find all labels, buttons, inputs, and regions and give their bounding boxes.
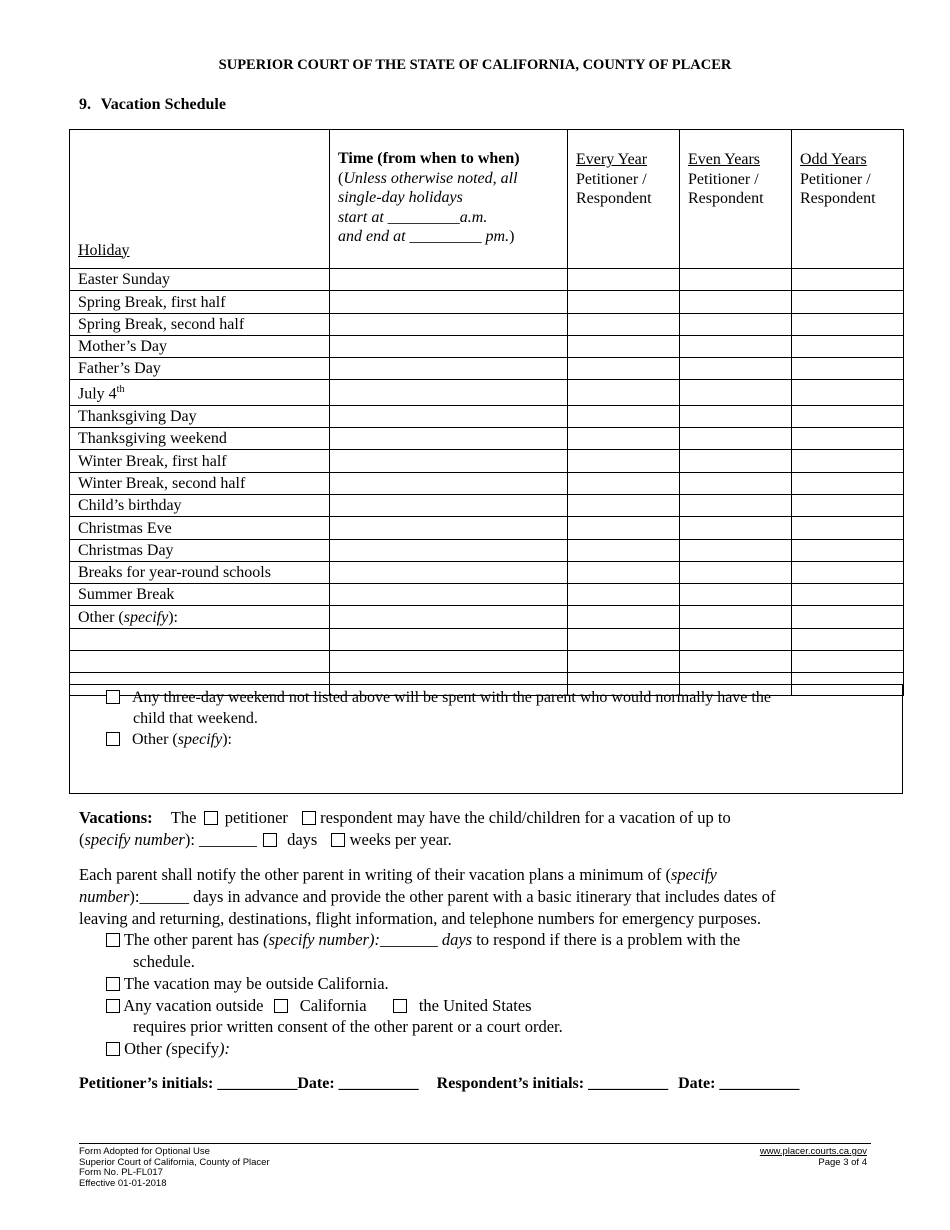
holiday-cell: Summer Break <box>70 584 330 606</box>
every-year-cell[interactable] <box>568 606 680 628</box>
holiday-header-label: Holiday <box>78 241 130 259</box>
every-year-cell[interactable] <box>568 517 680 539</box>
outside-ca-choice-checkbox[interactable] <box>274 999 288 1013</box>
july-superscript: th <box>116 384 125 396</box>
holiday-cell: Thanksgiving weekend <box>70 428 330 450</box>
vacation-days-label: days <box>287 830 318 849</box>
every-year-title: Every Year <box>576 151 648 168</box>
odd-years-cell[interactable] <box>792 269 904 291</box>
respondent-date-field[interactable]: Date: __________ <box>678 1075 800 1092</box>
holiday-cell: Child’s birthday <box>70 495 330 517</box>
time-cell[interactable] <box>330 584 568 606</box>
holiday-cell: Spring Break, second half <box>70 313 330 335</box>
odd-years-line3: Respondent <box>800 190 876 207</box>
vacation-outside-line2: requires prior written consent of the other parent or a court order. <box>133 1017 563 1036</box>
notify-line2: number):______ days in advance and provide the other parent with a basic itinerary that includes dates of <box>79 887 776 906</box>
footer-form-number: Form No. PL-FL017 <box>79 1167 163 1178</box>
footer-form-info <box>79 1147 270 1189</box>
court-title: SUPERIOR COURT OF THE STATE OF CALIFORNIA, COUNTY OF PLACER <box>218 57 732 73</box>
petitioner-initials-field[interactable]: Petitioner’s initials: __________ <box>79 1075 298 1092</box>
vacation-weeks-label: weeks per year. <box>349 830 452 849</box>
even-years-cell[interactable] <box>680 428 792 450</box>
holiday-cell: Mother’s Day <box>70 335 330 357</box>
even-years-cell[interactable] <box>680 606 792 628</box>
table-row <box>70 380 904 405</box>
even-years-cell[interactable] <box>680 517 792 539</box>
time-cell[interactable] <box>330 651 568 673</box>
even-years-cell[interactable] <box>680 313 792 335</box>
time-header-start: start at _________a.m. <box>338 208 488 226</box>
outside-california-option <box>106 974 389 994</box>
vacation-outside-option <box>106 996 532 1016</box>
outside-california-label: The vacation may be outside California. <box>123 974 389 993</box>
table-row <box>70 269 904 291</box>
odd-years-cell[interactable] <box>792 651 904 673</box>
every-year-cell[interactable] <box>568 651 680 673</box>
table-row <box>70 495 904 517</box>
section-title-text: Vacation Schedule <box>100 96 226 113</box>
vacation-outside-label: Any vacation outside <box>123 996 264 1015</box>
odd-years-cell[interactable] <box>792 405 904 427</box>
even-years-cell[interactable] <box>680 291 792 313</box>
odd-years-cell[interactable] <box>792 495 904 517</box>
vacation-respondent-label: respondent may have the child/children for a vacation of up to <box>320 808 731 827</box>
notify-line3: leaving and returning, destinations, flight information, and telephone numbers for emergency purposes. <box>79 909 761 928</box>
every-year-cell[interactable] <box>568 428 680 450</box>
footer-adopted: Form Adopted for Optional Use <box>79 1146 210 1157</box>
even-years-cell[interactable] <box>680 450 792 472</box>
every-year-cell[interactable] <box>568 539 680 561</box>
time-cell[interactable] <box>330 472 568 494</box>
respond-option: The other parent has (specify number):_______ days to respond if there is a problem with the <box>106 930 740 950</box>
table-row <box>70 651 904 673</box>
every-year-cell[interactable] <box>568 358 680 380</box>
vacation-number-blank[interactable]: ): _______ <box>184 830 257 849</box>
odd-years-cell[interactable] <box>792 628 904 650</box>
every-year-cell[interactable] <box>568 628 680 650</box>
even-years-cell[interactable] <box>680 584 792 606</box>
holiday-cell: Father’s Day <box>70 358 330 380</box>
holiday-cell: Christmas Eve <box>70 517 330 539</box>
odd-years-cell[interactable] <box>792 291 904 313</box>
every-year-line2: Petitioner / <box>576 170 647 188</box>
odd-years-title: Odd Years <box>800 151 867 168</box>
petitioner-date-field[interactable]: Date: __________ <box>297 1075 419 1092</box>
respond-option-line2: schedule. <box>133 952 195 971</box>
footer-court: Superior Court of California, County of Placer <box>79 1156 270 1168</box>
time-cell[interactable] <box>330 335 568 357</box>
section-title <box>79 96 226 114</box>
holiday-cell: Winter Break, first half <box>70 450 330 472</box>
vacation-other-label: Other <box>124 1039 162 1058</box>
table-row <box>70 472 904 494</box>
every-year-cell[interactable] <box>568 313 680 335</box>
holiday-cell[interactable] <box>70 628 330 650</box>
time-cell[interactable] <box>330 269 568 291</box>
odd-years-cell[interactable] <box>792 561 904 583</box>
time-header-note: (Unless otherwise noted, all single-day holidays <box>338 169 518 206</box>
vacations-label: Vacations: <box>79 808 153 827</box>
time-cell[interactable] <box>330 291 568 313</box>
table-row <box>70 539 904 561</box>
time-cell[interactable] <box>330 628 568 650</box>
time-cell[interactable] <box>330 313 568 335</box>
time-header-end: and end at _________ pm.) <box>338 228 515 245</box>
section-number: 9. <box>79 96 91 113</box>
holiday-cell: Winter Break, second half <box>70 472 330 494</box>
respond-label: The other parent has <box>123 930 259 949</box>
even-years-cell[interactable] <box>680 358 792 380</box>
odd-years-column-header <box>792 130 904 269</box>
page-number: Page 3 of 4 <box>818 1156 867 1168</box>
respond-checkbox[interactable] <box>106 933 120 947</box>
every-year-cell[interactable] <box>568 450 680 472</box>
every-year-line3: Respondent <box>576 190 652 207</box>
every-year-cell[interactable] <box>568 561 680 583</box>
table-header-row <box>70 130 904 269</box>
even-years-cell[interactable] <box>680 495 792 517</box>
time-cell[interactable] <box>330 428 568 450</box>
table-row <box>70 358 904 380</box>
weekend-other-checkbox[interactable] <box>106 732 120 746</box>
vacation-other-checkbox[interactable] <box>106 1042 120 1056</box>
holiday-cell: Spring Break, first half <box>70 291 330 313</box>
outside-us-choice-label: the United States <box>418 996 532 1015</box>
time-cell[interactable] <box>330 539 568 561</box>
table-row <box>70 517 904 539</box>
table-row <box>70 428 904 450</box>
even-years-title: Even Years <box>688 151 760 168</box>
vacation-petitioner-checkbox[interactable] <box>204 811 218 825</box>
holiday-cell[interactable] <box>70 651 330 673</box>
even-years-cell[interactable] <box>680 269 792 291</box>
weekend-other-close: ): <box>222 731 232 748</box>
odd-years-cell[interactable] <box>792 380 904 405</box>
respondent-initials-field[interactable]: Respondent’s initials: __________ <box>436 1075 669 1092</box>
odd-years-cell[interactable] <box>792 450 904 472</box>
vacation-outside-checkbox[interactable] <box>106 999 120 1013</box>
court-website-link[interactable]: www.placer.courts.ca.gov <box>759 1146 867 1157</box>
time-column-header <box>330 130 568 269</box>
odd-years-cell[interactable] <box>792 472 904 494</box>
odd-years-cell[interactable] <box>792 313 904 335</box>
weekend-other-line <box>106 730 232 750</box>
odd-years-cell[interactable] <box>792 358 904 380</box>
holiday-cell: Easter Sunday <box>70 269 330 291</box>
table-row <box>70 313 904 335</box>
holiday-cell: Other (specify): <box>70 606 330 628</box>
even-years-cell[interactable] <box>680 380 792 405</box>
odd-years-cell[interactable] <box>792 606 904 628</box>
three-day-weekend-text: Any three-day weekend not listed above will be spent with the parent who would normally have the <box>132 689 771 706</box>
every-year-cell[interactable] <box>568 269 680 291</box>
even-years-cell[interactable] <box>680 472 792 494</box>
weekend-option-line1 <box>106 688 771 708</box>
every-year-cell[interactable] <box>568 584 680 606</box>
table-row <box>70 335 904 357</box>
odd-years-cell[interactable] <box>792 428 904 450</box>
even-years-line2: Petitioner / <box>688 170 759 188</box>
table-row <box>70 561 904 583</box>
even-years-cell[interactable] <box>680 651 792 673</box>
time-cell[interactable] <box>330 561 568 583</box>
time-cell[interactable] <box>330 495 568 517</box>
holiday-cell: Thanksgiving Day <box>70 405 330 427</box>
holiday-cell: Christmas Day <box>70 539 330 561</box>
odd-years-cell[interactable] <box>792 584 904 606</box>
even-years-cell[interactable] <box>680 628 792 650</box>
outside-california-checkbox[interactable] <box>106 977 120 991</box>
table-row <box>70 291 904 313</box>
outside-ca-choice-label: California <box>299 996 367 1015</box>
even-years-column-header <box>680 130 792 269</box>
even-years-cell[interactable] <box>680 561 792 583</box>
table-row <box>70 628 904 650</box>
even-years-cell[interactable] <box>680 405 792 427</box>
vacation-respondent-checkbox[interactable] <box>302 811 316 825</box>
even-years-cell[interactable] <box>680 539 792 561</box>
respond-days-blank[interactable]: _______ <box>379 930 438 949</box>
outside-us-choice-checkbox[interactable] <box>393 999 407 1013</box>
odd-years-cell[interactable] <box>792 539 904 561</box>
vacations-line1 <box>79 808 731 828</box>
odd-years-cell[interactable] <box>792 335 904 357</box>
weekend-other-label: Other ( <box>132 731 178 748</box>
table-row <box>70 584 904 606</box>
every-year-cell[interactable] <box>568 380 680 405</box>
even-years-cell[interactable] <box>680 335 792 357</box>
notify-line1: Each parent shall notify the other parent in writing of their vacation plans a minimum of (specify <box>79 865 717 884</box>
odd-years-cell[interactable] <box>792 517 904 539</box>
holiday-column-header <box>70 130 330 269</box>
vacation-other-option: Other (specify): <box>106 1039 230 1059</box>
vacation-weeks-checkbox[interactable] <box>331 833 345 847</box>
vacation-schedule-table <box>69 129 904 696</box>
every-year-column-header <box>568 130 680 269</box>
vacations-line2: (specify number): _______ days weeks per year. <box>79 830 452 849</box>
every-year-cell[interactable] <box>568 291 680 313</box>
every-year-cell[interactable] <box>568 472 680 494</box>
initials-line <box>79 1075 799 1093</box>
vacation-petitioner-label: petitioner <box>224 808 288 827</box>
time-cell[interactable] <box>330 405 568 427</box>
three-day-weekend-checkbox[interactable] <box>106 690 120 704</box>
holiday-cell: July 4th <box>70 380 330 405</box>
even-years-line3: Respondent <box>688 190 764 207</box>
every-year-cell[interactable] <box>568 405 680 427</box>
every-year-cell[interactable] <box>568 495 680 517</box>
vacations-the: The <box>170 808 197 827</box>
table-row <box>70 606 904 628</box>
time-cell[interactable] <box>330 517 568 539</box>
holiday-cell: Breaks for year-round schools <box>70 561 330 583</box>
table-row <box>70 450 904 472</box>
time-cell[interactable] <box>330 450 568 472</box>
time-cell[interactable] <box>330 606 568 628</box>
weekend-option-line2: child that weekend. <box>133 710 258 727</box>
every-year-cell[interactable] <box>568 335 680 357</box>
time-header-title: Time (from when to when) <box>338 150 520 167</box>
footer-right <box>700 1147 867 1168</box>
footer-divider <box>79 1143 871 1144</box>
table-row <box>70 405 904 427</box>
time-cell[interactable] <box>330 358 568 380</box>
weekend-other-specify: specify <box>177 731 223 748</box>
time-cell[interactable] <box>330 380 568 405</box>
footer-effective-date: Effective 01-01-2018 <box>79 1177 167 1189</box>
vacation-days-checkbox[interactable] <box>263 833 277 847</box>
vacation-specify-number: specify number <box>84 830 185 849</box>
odd-years-line2: Petitioner / <box>800 170 871 188</box>
